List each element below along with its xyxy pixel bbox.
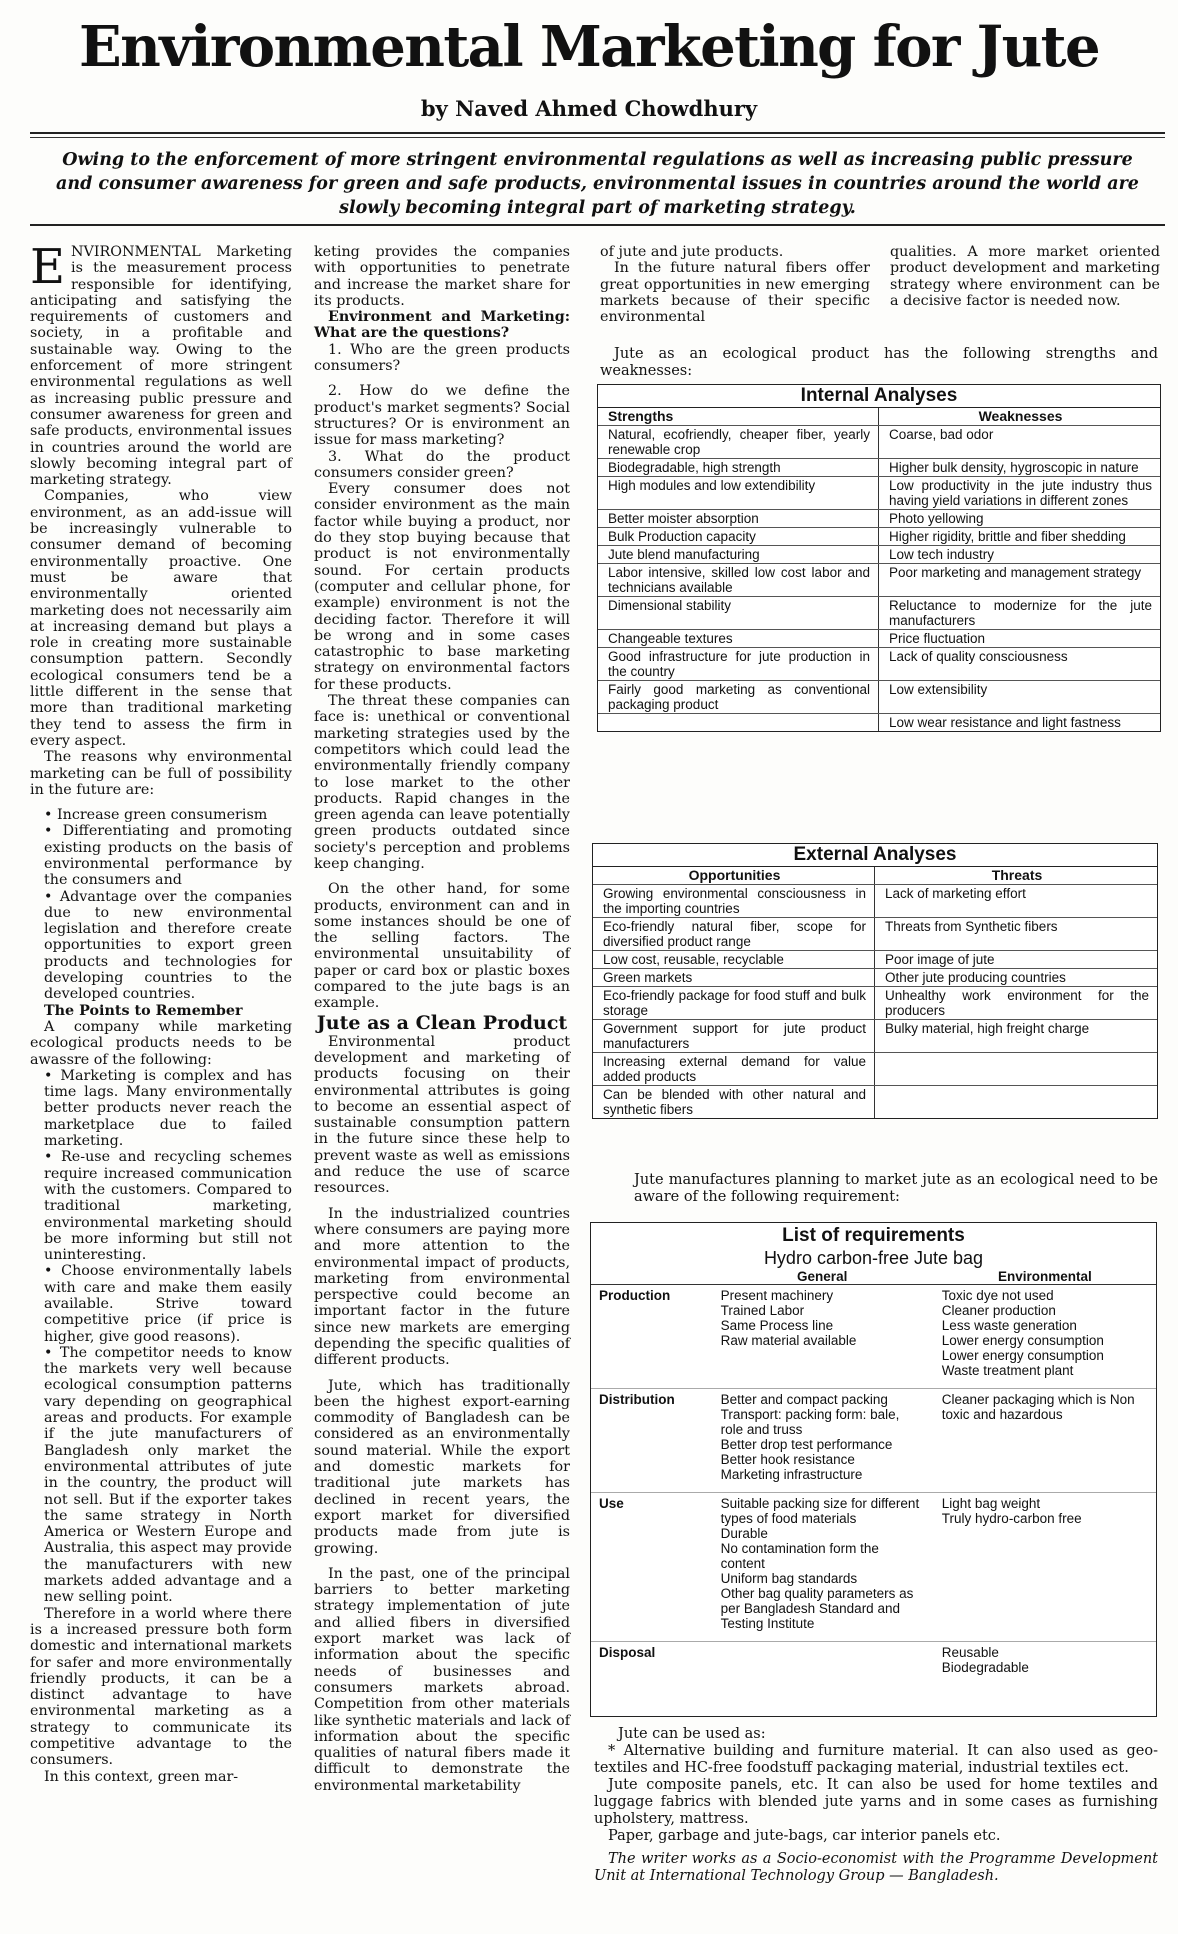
page-top-strip: [0, 0, 1178, 8]
opportunity-cell: Government support for jute product manufacturers: [593, 1020, 875, 1052]
col4-paragraph: qualities. A more market oriented product development and marketing strategy where environment can be a decisive factor is needed now.: [890, 244, 1160, 309]
uses-paragraph: Jute composite panels, etc. It can also be used for home textiles and luggage fabrics with blended jute yarns and in some cases as furnishing upholstery, mattress.: [594, 1777, 1158, 1827]
req-section-row: [591, 1389, 1156, 1493]
req-title: List of requirements: [782, 1225, 965, 1246]
table-row: [598, 714, 1160, 731]
weaknesses-header: Weaknesses: [978, 408, 1063, 424]
opportunity-cell: Increasing external demand for value added products: [593, 1053, 875, 1085]
divider-top-thin: [30, 137, 1165, 138]
col2-paragraph: On the other hand, for some products, environment can and in some instances should be one of the selling factors. The environmental unsuitability of paper or card box or plastic boxes compared to the jute bags is an example.: [314, 881, 570, 1012]
table-row: [598, 564, 1160, 597]
environmental-item: Reusable: [941, 1645, 999, 1660]
divider-top: [30, 132, 1165, 134]
general-item: Uniform bag standards: [720, 1571, 858, 1586]
general-item: Raw material available: [720, 1333, 857, 1348]
general-item: Better and compact packing: [720, 1392, 888, 1407]
threat-cell: Bulky material, high freight charge: [885, 1021, 1090, 1036]
environmental-cell: [932, 1496, 1156, 1631]
opportunity-cell: Eco-friendly natural fiber, scope for diversified product range: [593, 918, 875, 950]
weakness-cell: Low productivity in the jute industry thus having yield variations in different zones: [889, 478, 1152, 508]
req-section-row: [591, 1285, 1156, 1389]
uses-paragraph: Jute can be used as:: [618, 1726, 766, 1742]
drop-cap: E: [30, 239, 66, 295]
general-item: Better drop test performance: [720, 1437, 893, 1452]
weakness-cell: Higher bulk density, hygroscopic in nature: [889, 460, 1139, 475]
col1-bullet: • Choose environmentally labels with care and make them easily available. Strive toward competitive price (if price is higher, give good reasons).: [44, 1263, 292, 1345]
threat-cell: Threats from Synthetic fibers: [885, 919, 1058, 934]
general-item: Trained Labor: [720, 1303, 805, 1318]
environmental-item: Toxic dye not used: [941, 1288, 1054, 1303]
opportunity-cell: Low cost, reusable, recyclable: [593, 951, 875, 968]
general-item: Present machinery: [720, 1288, 834, 1303]
strength-cell: Jute blend manufacturing: [598, 546, 879, 563]
req-section-row: [591, 1493, 1156, 1642]
general-cell: [711, 1496, 932, 1631]
strengths-header: Strengths: [598, 408, 879, 425]
internal-header-row: [598, 408, 1160, 426]
weakness-cell: Poor marketing and management strategy: [889, 565, 1142, 580]
table-row: [598, 681, 1160, 714]
weakness-cell: Price fluctuation: [889, 631, 986, 646]
divider-lead: [30, 224, 1165, 226]
threat-cell: Other jute producing countries: [885, 970, 1066, 985]
environmental-item: Light bag weight: [941, 1496, 1041, 1511]
table-row: [598, 648, 1160, 681]
col2-paragraph: Environmental product development and marketing of products focusing on their environmental attributes is going to become an essential aspect of sustainable consumption pattern in the future since these help to prevent waste as well as emissions and reduce the use of scarce resources.: [314, 1033, 570, 1197]
general-cell: [711, 1288, 932, 1378]
col2-question: 3. What do the product consumers consider green?: [314, 448, 570, 481]
threats-header: Threats: [991, 867, 1043, 883]
table-row: [593, 1086, 1157, 1118]
col3-paragraph: of jute and jute products.: [600, 244, 784, 260]
table-row: [593, 1053, 1157, 1086]
general-item: Better hook resistance: [720, 1452, 855, 1467]
col1-bullet: • Marketing is complex and has time lags. Many environmentally better products never reach the marketplace due to failed marketing.: [44, 1067, 292, 1150]
opportunity-cell: Green markets: [593, 969, 875, 986]
external-title: External Analyses: [593, 844, 1157, 867]
table-row: [598, 426, 1160, 459]
col2-question: 2. How do we define the product's market segments? Social structures? Or is environment an issue for mass marketing?: [314, 383, 570, 449]
intro-internal-text: Jute as an ecological product has the following strengths and weaknesses:: [600, 346, 1158, 379]
opportunity-cell: Can be blended with other natural and synthetic fibers: [593, 1086, 875, 1118]
table-row: [593, 969, 1157, 987]
environmental-item: Truly hydro-carbon free: [941, 1511, 1082, 1526]
strength-cell: Good infrastructure for jute production in the country: [598, 648, 879, 680]
general-item: Transport: packing form: bale, role and truss: [720, 1407, 900, 1437]
col1-paragraph: Therefore in a world where there is a increased pressure both form domestic and international markets for safer and more environmentally friendly products, it can be a distinct advantage to have environmental marketing as a strategy to communicate its competitive advantage to the consumers.: [30, 1605, 292, 1769]
environmental-cell: [932, 1392, 1156, 1482]
opportunity-cell: Growing environmental consciousness in the importing countries: [593, 885, 875, 917]
external-header-row: [593, 867, 1157, 885]
environmental-cell: [932, 1288, 1156, 1378]
strength-cell: Biodegradable, high strength: [598, 459, 879, 476]
col1-bullet: • Differentiating and promoting existing products on the basis of environmental performance by the consumers and: [44, 823, 292, 889]
col3-paragraph: In the future natural fibers offer great opportunities in new emerging markets because of their specific environmental: [600, 260, 870, 326]
threat-cell: [875, 1053, 1157, 1085]
intro-req-text: Jute manufactures planning to market jute as an ecological need to be aware of the following requirement:: [634, 1172, 1158, 1205]
col2-paragraph: keting provides the companies with opportunities to penetrate and increase the market share for its products.: [314, 244, 570, 309]
table-row: [598, 528, 1160, 546]
strength-cell: Natural, ecofriendly, cheaper fiber, yearly renewable crop: [598, 426, 879, 458]
uses-paragraph: Paper, garbage and jute-bags, car interior panels etc.: [608, 1828, 1001, 1844]
req-subtitle: Hydro carbon-free Jute bag: [763, 1248, 984, 1268]
weakness-cell: Low wear resistance and light fastness: [889, 715, 1121, 730]
strength-cell: Dimensional stability: [598, 597, 879, 629]
general-item: Other bag quality parameters as per Bangladesh Standard and Testing Institute: [720, 1586, 914, 1631]
environmental-item: Cleaner packaging which is Non toxic and hazardous: [941, 1392, 1135, 1422]
col1-bullet: • The competitor needs to know the markets very well because ecological consumption patterns vary depending on geographical areas and products. For example if the jute manufacturers of Bangladesh only market the environmental attributes of jute in the country, the product will not sell. But if the exporter takes the same strategy in North America or Western Europe and Australia, this aspect may provide the manufacturers with new markets added advantage and a new selling point.: [44, 1344, 292, 1606]
table-row: [598, 510, 1160, 528]
table-row: [593, 987, 1157, 1020]
general-item: Same Process line: [720, 1318, 834, 1333]
col1-bullet: • Increase green consumerism: [44, 807, 268, 824]
col1-paragraph: Companies, who view environment, as an add-issue will be increasingly vulnerable to consumer demand of becoming environmentally proactive. One must be aware that environmentally oriented marketing does not necessarily aim at increasing demand but plays a role in creating more sustainable consumption pattern. Secondly ecological consumers tend be a little different in the sense that more than traditional marketing they tend to assess the firm in every aspect.: [30, 488, 292, 749]
environmental-item: Lower energy consumption: [941, 1348, 1104, 1363]
general-header: General: [797, 1269, 848, 1284]
weakness-cell: Photo yellowing: [889, 511, 984, 526]
environmental-item: Cleaner production: [941, 1303, 1056, 1318]
col1-paragraph: In this context, green mar-: [44, 1768, 239, 1785]
col1-heading: The Points to Remember: [44, 1002, 243, 1019]
table-row: [598, 477, 1160, 510]
table-row: [598, 630, 1160, 648]
column-3-top: [600, 244, 870, 325]
environmental-item: Waste treatment plant: [941, 1363, 1074, 1378]
col2-heading: Environment and Marketing: What are the questions?: [314, 309, 570, 342]
table-row: [593, 951, 1157, 969]
opportunity-cell: Eco-friendly package for food stuff and bulk storage: [593, 987, 875, 1019]
table-row: [593, 885, 1157, 918]
threat-cell: [875, 1086, 1157, 1118]
weakness-cell: Low extensibility: [889, 682, 988, 697]
col2-paragraph: In the industrialized countries where consumers are paying more and more attention to the environmental impact of products, marketing from environmental perspective could become an important factor in the future since new markets are emerging depending the specific qualities of different products.: [314, 1205, 570, 1369]
col1-paragraph: The reasons why environmental marketing can be full of possibility in the future are:: [30, 749, 292, 798]
environmental-item: Less waste generation: [941, 1318, 1077, 1333]
req-section-label: Disposal: [599, 1645, 656, 1660]
table-row: [598, 597, 1160, 630]
weakness-cell: Lack of quality consciousness: [889, 649, 1068, 664]
subheading-jute-clean-product: Jute as a Clean Product: [316, 1011, 568, 1034]
req-section-row: [591, 1642, 1156, 1685]
internal-title: Internal Analyses: [598, 385, 1160, 408]
column-1: [30, 239, 292, 1785]
col2-paragraph: In the past, one of the principal barriers to better marketing strategy implementation of jute and allied fibers in diversified export market was lack of information about the specific needs of businesses and consumers markets abroad. Competition from other materials like synthetic materials and lack of information about the specific qualities of natural fibers made it difficult to demonstrate the environmental marketability: [314, 1565, 570, 1794]
requirements-table: [590, 1222, 1157, 1717]
strength-cell: Better moister absorption: [598, 510, 879, 527]
environmental-item: Lower energy consumption: [941, 1333, 1104, 1348]
general-item: Durable: [720, 1526, 768, 1541]
weakness-cell: Coarse, bad odor: [889, 427, 994, 442]
strength-cell: Fairly good marketing as conventional packaging product: [598, 681, 879, 713]
strength-cell: Bulk Production capacity: [598, 528, 879, 545]
strength-cell: High modules and low extendibility: [598, 477, 879, 509]
col1-bullet: • Advantage over the companies due to new environmental legislation and therefore create opportunities to export green products and technologies for developing countries to the developed countries.: [44, 888, 292, 1003]
opportunities-header: Opportunities: [593, 867, 875, 884]
weakness-cell: Reluctance to modernize for the jute manufacturers: [889, 598, 1152, 628]
lead-paragraph: Owing to the enforcement of more stringent environmental regulations as well as increasing public pressure and consumer awareness for green and safe products, environmental issues in countries around the world are slowly becoming integral part of marketing strategy.: [56, 150, 1139, 218]
general-item: Marketing infrastructure: [720, 1467, 863, 1482]
req-section-label: Distribution: [599, 1392, 675, 1407]
strength-cell: Changeable textures: [598, 630, 879, 647]
general-item: No contamination form the content: [720, 1541, 879, 1571]
external-analyses-table: [592, 843, 1158, 1119]
weakness-cell: Higher rigidity, brittle and fiber shedding: [889, 529, 1126, 544]
col1-paragraph: NVIRONMENTAL Marketing is the measurement process responsible for identifying, anticipating and satisfying the requirements of customers and society, in a profitable and sustainable way. Owing to the enforcement of more stringent environmental regulations as well as increasing public pressure and consumer awareness for green and safe products, environmental issues in countries around the world are slowly becoming integral part of marketing strategy.: [30, 244, 292, 489]
table-row: [593, 1020, 1157, 1053]
environmental-cell: [932, 1645, 1156, 1675]
col1-bullet: • Re-use and recycling schemes require increased communication with the customers. Compared to traditional marketing, environmental marketing should be more informing but still not uninteresting.: [44, 1149, 292, 1264]
uses-paragraph: * Alternative building and furniture material. It can also used as geo-textiles and HC-free foodstuff packaging material, industrial textiles ect.: [594, 1743, 1158, 1776]
general-cell: [711, 1392, 932, 1482]
environmental-header: Environmental: [998, 1269, 1092, 1284]
strength-cell: Labor intensive, skilled low cost labor and technicians available: [598, 564, 879, 596]
column-2: [314, 244, 570, 1794]
req-header-row: [591, 1269, 1156, 1285]
threat-cell: Unhealthy work environment for the producers: [885, 988, 1149, 1018]
col2-question: 1. Who are the green products consumers?: [314, 341, 570, 375]
headline: Environmental Marketing for Jute: [79, 14, 1099, 80]
general-cell: [711, 1645, 932, 1675]
req-section-label: Use: [599, 1496, 624, 1511]
strength-cell: [598, 714, 879, 731]
col2-paragraph: Jute, which has traditionally been the highest export-earning commodity of Bangladesh can be considered as an environmentally sound material. While the export and domestic markets for traditional jute markets has declined in recent years, the export market for diversified products made from jute is growing.: [314, 1377, 570, 1557]
threat-cell: Lack of marketing effort: [885, 886, 1026, 901]
req-section-label: Production: [599, 1288, 671, 1303]
col2-paragraph: Every consumer does not consider environment as the main factor while buying a product, nor do they stop buying because that product is not environmentally sound. For certain products (computer and cellular phone, for example) environment is not the deciding factor. Therefore it will be wrong and in some cases catastrophic to base marketing strategy on environmental factors for these products.: [314, 481, 570, 693]
threat-cell: Poor image of jute: [885, 952, 995, 967]
column-4-top: [890, 244, 1160, 309]
intro-internal: [600, 346, 1158, 380]
col1-paragraph: A company while marketing ecological products needs to be awassre of the following:: [30, 1018, 292, 1068]
general-item: Suitable packing size for different types of food materials: [720, 1496, 920, 1526]
internal-analyses-table: [597, 384, 1161, 732]
table-row: [598, 546, 1160, 564]
intro-requirements: [634, 1172, 1158, 1206]
table-row: [593, 918, 1157, 951]
byline: by Naved Ahmed Chowdhury: [420, 96, 758, 121]
author-credit: The writer works as a Socio-economist with the Programme Development Unit at International Technology Group — Bangladesh.: [594, 1851, 1158, 1884]
weakness-cell: Low tech industry: [889, 547, 995, 562]
col2-paragraph: The threat these companies can face is: unethical or conventional marketing strategies used by the competitors which could lead the environmentally friendly company to lose market to the other products. Rapid changes in the green agenda can leave potentially green products outdated since society's perception and problems keep changing.: [314, 693, 570, 872]
environmental-item: Biodegradable: [941, 1660, 1029, 1675]
jute-uses: [594, 1726, 1158, 1885]
table-row: [598, 459, 1160, 477]
